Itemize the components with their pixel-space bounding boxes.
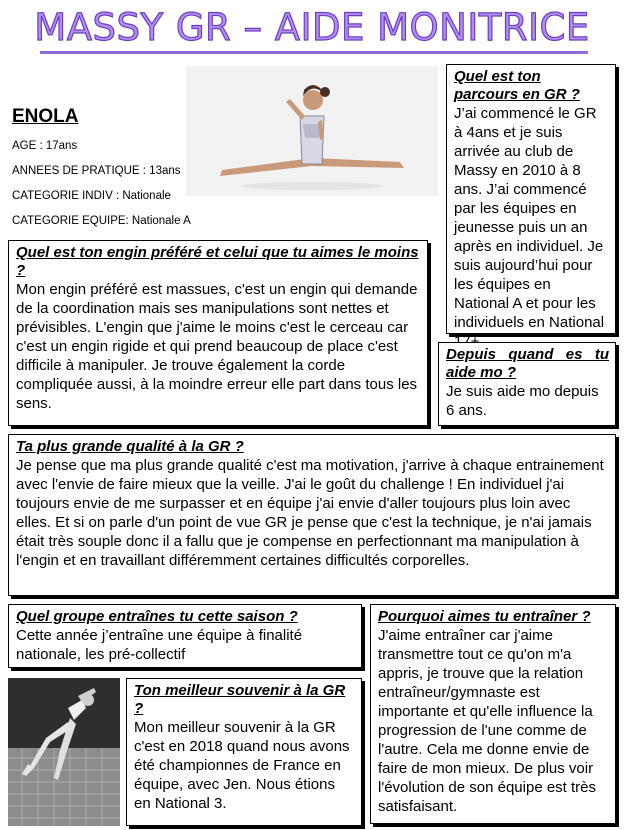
engin-section bbox=[8, 240, 428, 426]
souvenir-answer: Mon meilleur souvenir à la GR c'est en 2018 quand nous avons été championnes de France en équipe, avec Jen. Nous étions en National 3. bbox=[134, 719, 350, 812]
profile-years: ANNEES DE PRATIQUE : 13ans bbox=[12, 165, 181, 177]
qualite-question: Ta plus grande qualité à la GR ? bbox=[16, 438, 244, 455]
groupe-question: Quel groupe entraînes tu cette saison ? bbox=[16, 608, 298, 625]
profile-team-category: CATEGORIE EQUIPE: Nationale A bbox=[12, 215, 191, 227]
engin-question: Quel est ton engin préféré et celui que tu aimes le moins ? bbox=[16, 244, 419, 279]
pourquoi-section bbox=[370, 604, 616, 824]
souvenir-question: Ton meilleur souvenir à la GR ? bbox=[134, 682, 346, 717]
groupe-section bbox=[8, 604, 362, 668]
parcours-answer: J’ai commencé le GR à 4ans et je suis arrivée au club de Massy en 2010 à 8 ans. J’ai commencé par les équipes en jeunesse puis un an après en individuel. Je suis aujourd’hui pour les équipes en National A et pour les individuels en National bbox=[454, 105, 605, 331]
depuis-question: Depuis quand es tu aide mo ? bbox=[446, 346, 609, 381]
groupe-answer: Cette année j’entraîne une équipe à finalité nationale, les pré-collectif bbox=[16, 627, 303, 663]
souvenir-section bbox=[126, 678, 362, 826]
gymnast-action-photo bbox=[8, 678, 120, 826]
depuis-section bbox=[438, 342, 616, 426]
title-underline bbox=[40, 51, 588, 54]
pourquoi-answer: J'aime entraîner car j'aime transmettre tout ce qu'on m'a appris, je trouve que la relation entraîneur/gymnaste est importante et qu'elle influence la progression de l'une comme de l'autre. Cela me donne envie de faire de mon mieux. De plus voir l'évolution de son équipe est très satisfaisant. bbox=[378, 627, 597, 815]
page-title: MASSY GR – AIDE MONITRICE bbox=[34, 6, 590, 49]
qualite-section bbox=[8, 434, 616, 596]
athlete-name: ENOLA bbox=[12, 106, 79, 127]
pourquoi-question: Pourquoi aimes tu entraîner ? bbox=[378, 608, 591, 625]
qualite-answer: Je pense que ma plus grande qualité c'est ma motivation, j'arrive à chaque entrainement avec l'envie de faire mieux que la veille. J'ai le goût du challenge ! En individuel j'ai toujours envie de me surpasser et en équipe j'ai envie d'aller toujours plus loin avec elles. Et si on parle d'un point de vue GR je pense que c'est la technique, je n'ai jamais était très souple donc il a fallu que je compense en perfectionnant ma manipulation à l'engin et en travaillant différemment certaines difficultés corporelles. bbox=[16, 457, 604, 569]
profile-age: AGE : 17ans bbox=[12, 140, 78, 152]
parcours-question: Quel est ton parcours en GR ? bbox=[454, 68, 580, 103]
engin-answer: Mon engin préféré est massues, c'est un engin qui demande de la coordination mais ses manipulations sont nettes et prévisibles. L'engin que j'aime le moins c'est le cerceau car c'est un engin rigide et qui prend beaucoup de place c'est difficile à manipuler. Je trouve également la corde compliquée aussi, à la moindre erreur elle part dans tous les sens. bbox=[16, 281, 418, 412]
parcours-section bbox=[446, 64, 616, 334]
gymnast-leap-photo bbox=[186, 66, 438, 196]
profile-indiv-category: CATEGORIE INDIV : Nationale bbox=[12, 190, 171, 202]
depuis-answer: Je suis aide mo depuis 6 ans. bbox=[446, 383, 599, 419]
